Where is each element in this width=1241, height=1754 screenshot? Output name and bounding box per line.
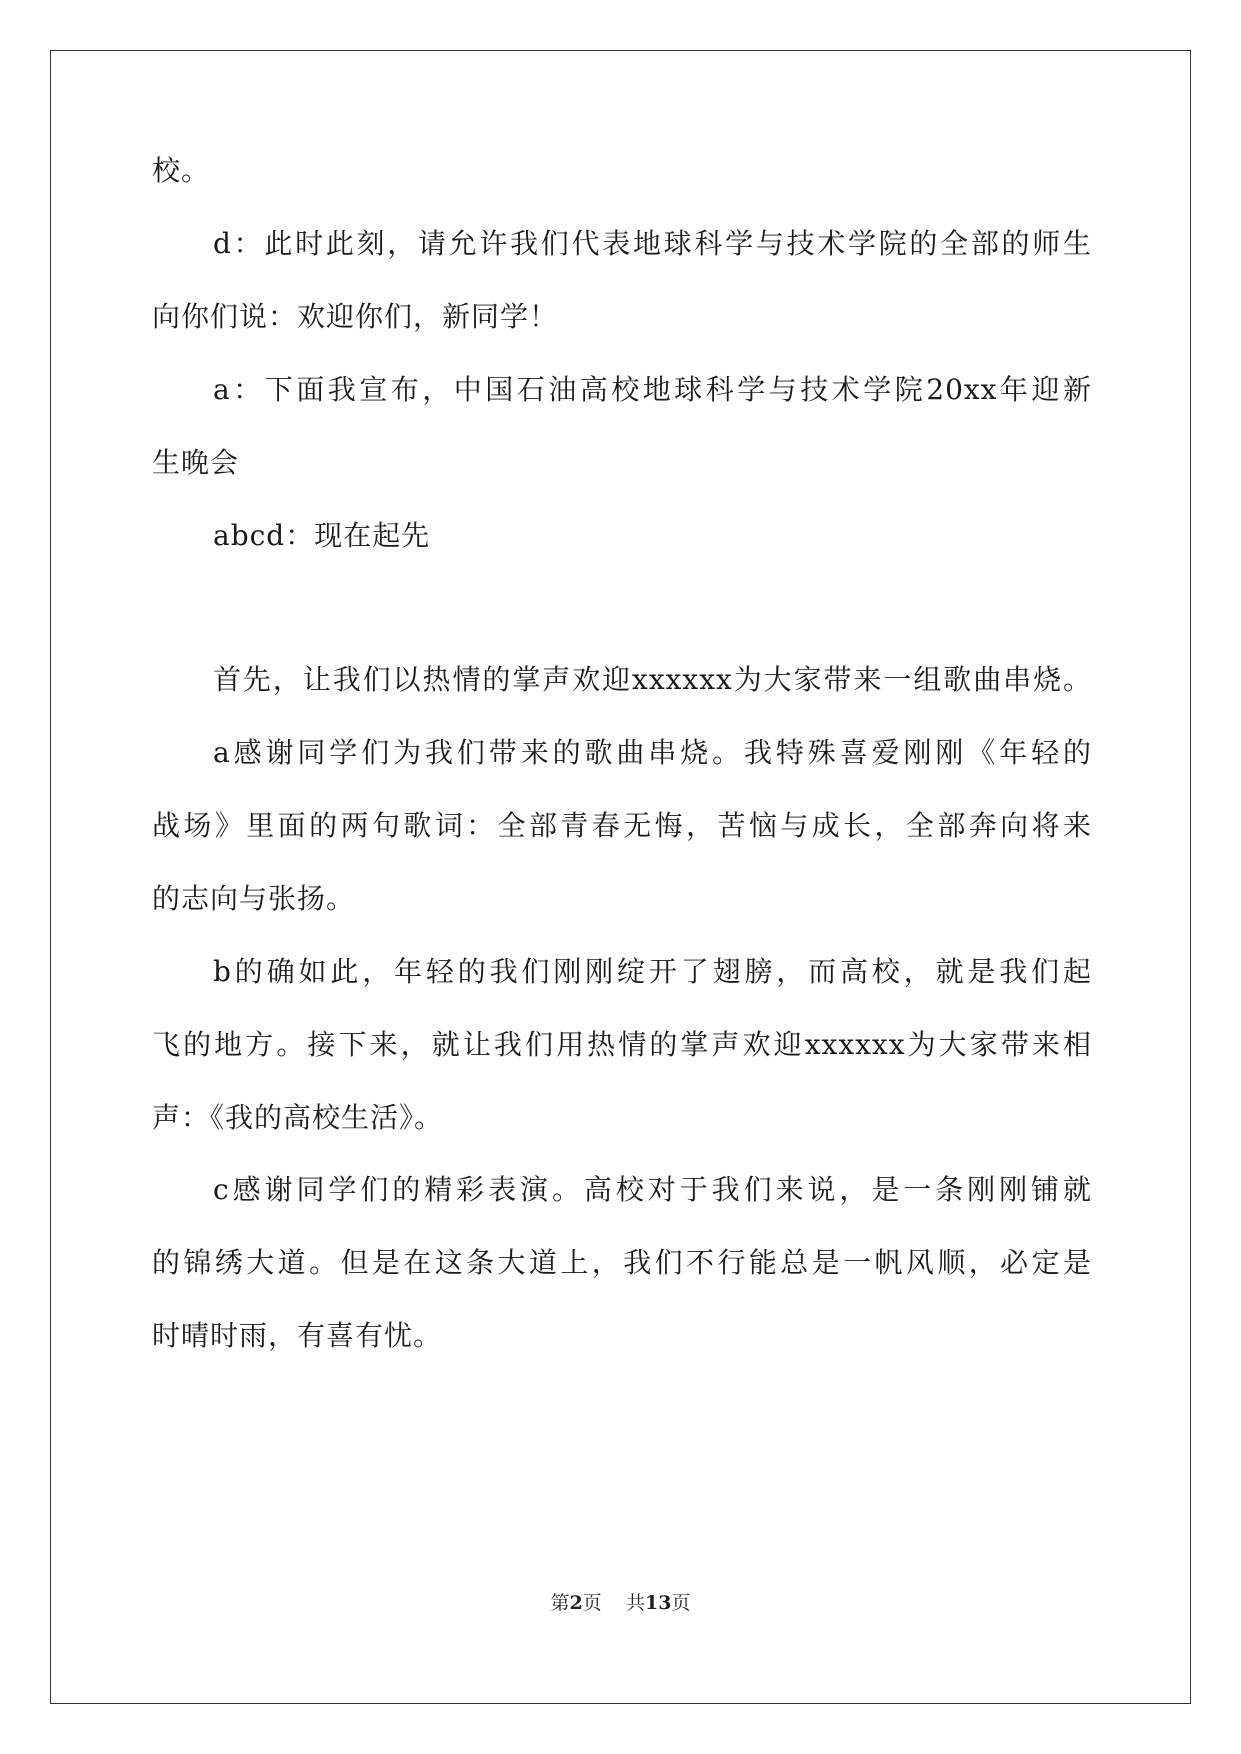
page-footer bbox=[0, 1591, 1241, 1615]
footer-total-prefix: 共 bbox=[625, 1592, 645, 1614]
paragraph-line: b的确如此，年轻的我们刚刚绽开了翅膀，而高校，就是我们起 bbox=[213, 955, 1092, 988]
paragraph-line: 生晚会 bbox=[152, 446, 240, 479]
paragraph-line: d：此时此刻，请允许我们代表地球科学与技术学院的全部的师生 bbox=[213, 227, 1092, 260]
current-page-number: 2 bbox=[569, 1592, 583, 1614]
paragraph-line: 校。 bbox=[152, 154, 211, 187]
paragraph-line: abcd：现在起先 bbox=[213, 519, 431, 552]
footer-total-suffix: 页 bbox=[671, 1592, 691, 1614]
paragraph-line: a：下面我宣布，中国石油高校地球科学与技术学院20xx年迎新 bbox=[213, 373, 1092, 406]
paragraph-line: 时晴时雨，有喜有忧。 bbox=[152, 1319, 443, 1352]
paragraph-line: 战场》里面的两句歌词：全部青春无悔，苦恼与成长，全部奔向将来 bbox=[152, 809, 1092, 842]
paragraph-line: c感谢同学们的精彩表演。高校对于我们来说，是一条刚刚铺就 bbox=[213, 1173, 1092, 1206]
paragraph-line: 首先，让我们以热情的掌声欢迎xxxxxx为大家带来一组歌曲串烧。 bbox=[213, 663, 1092, 696]
paragraph-line: 向你们说：欢迎你们，新同学！ bbox=[152, 300, 559, 333]
footer-page-suffix: 页 bbox=[582, 1592, 602, 1614]
total-page-count: 13 bbox=[644, 1592, 672, 1614]
paragraph-line: 的志向与张扬。 bbox=[152, 882, 356, 915]
footer-prefix: 第 bbox=[550, 1592, 570, 1614]
paragraph-line: 的锦绣大道。但是在这条大道上，我们不行能总是一帆风顺，必定是 bbox=[152, 1246, 1092, 1279]
paragraph-line: 飞的地方。接下来，就让我们用热情的掌声欢迎xxxxxx为大家带来相 bbox=[152, 1028, 1092, 1061]
paragraph-line: 声：《我的高校生活》。 bbox=[152, 1101, 444, 1134]
paragraph-line: a感谢同学们为我们带来的歌曲串烧。我特殊喜爱刚刚《年轻的 bbox=[213, 736, 1092, 769]
